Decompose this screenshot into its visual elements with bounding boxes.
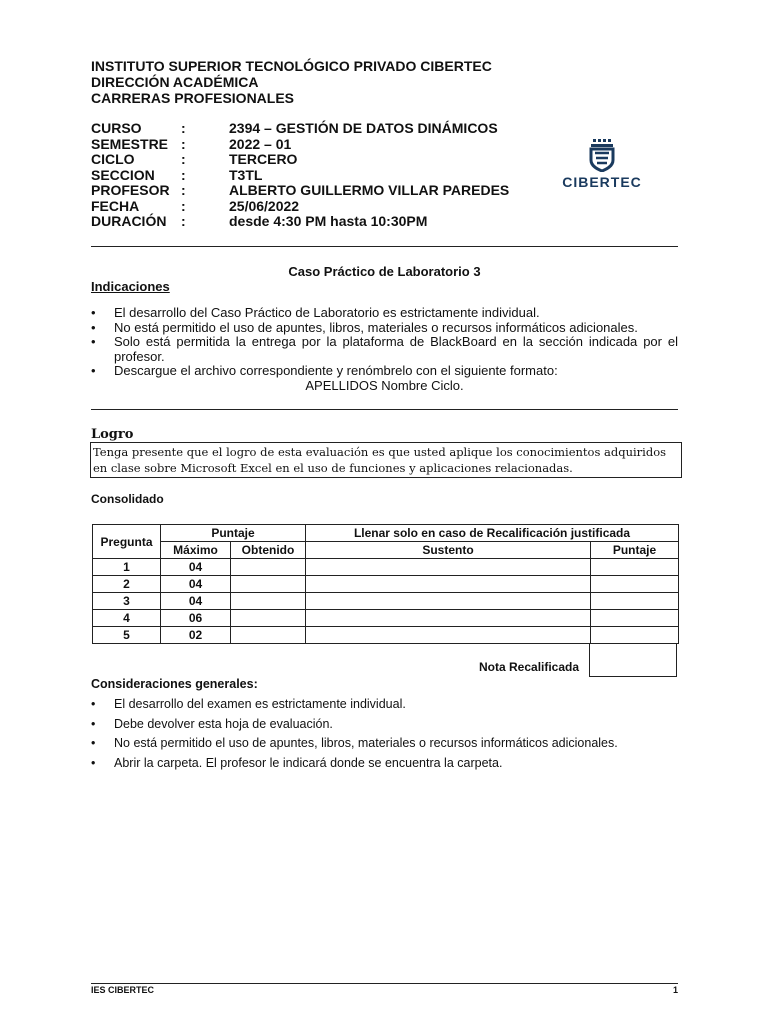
header-sustento: Sustento (306, 542, 591, 559)
obtenido-cell (231, 576, 306, 593)
meta-value: 2022 – 01 (229, 135, 292, 152)
meta-value: T3TL (229, 166, 263, 183)
consideraciones-list (91, 696, 618, 775)
pregunta-cell: 5 (93, 627, 161, 644)
pregunta-cell: 2 (93, 576, 161, 593)
meta-value: 2394 – GESTIÓN DE DATOS DINÁMICOS (229, 120, 498, 136)
logro-text: Tenga presente que el logro de esta evaluación es que usted aplique los conocimientos adquiridos en clase sobre Microsoft Excel en el uso de funciones y aplicaciones relacionadas. (90, 442, 682, 478)
filename-format: APELLIDOS Nombre Ciclo. (305, 377, 464, 393)
sustento-cell (306, 610, 591, 627)
table-header-row (93, 525, 679, 542)
meta-value: desde 4:30 PM hasta 10:30PM (229, 213, 428, 229)
table-row (93, 559, 679, 576)
meta-label: FECHA (91, 197, 140, 214)
meta-colon: : (181, 182, 186, 198)
meta-label: CURSO (91, 120, 142, 136)
meta-label: CICLO (91, 151, 135, 167)
maximo-cell: 02 (161, 627, 231, 644)
maximo-cell: 04 (161, 559, 231, 576)
puntaje-cell (591, 559, 679, 576)
cibertec-logo (562, 138, 642, 190)
list-item: • Abrir la carpeta. El profesor le indicará donde se encuentra la carpeta. (91, 755, 618, 775)
footer-divider (91, 983, 678, 984)
meta-colon: : (181, 166, 186, 183)
list-item: • No está permitido el uso de apuntes, libros, materiales o recursos informáticos adicionales. (91, 321, 678, 336)
nota-recalificada-label: Nota Recalificada (479, 660, 580, 674)
meta-colon: : (181, 213, 186, 229)
list-item: • El desarrollo del Caso Práctico de Laboratorio es estrictamente individual. (91, 306, 678, 321)
meta-colon: : (181, 135, 186, 152)
meta-colon: : (181, 151, 186, 167)
meta-value: TERCERO (229, 151, 298, 167)
maximo-cell: 04 (161, 593, 231, 610)
puntaje-cell (591, 610, 679, 627)
pregunta-cell: 4 (93, 610, 161, 627)
consolidado-heading: Consolidado (91, 492, 164, 506)
header-pregunta: Pregunta (93, 525, 161, 559)
obtenido-cell (231, 593, 306, 610)
sustento-cell (306, 593, 591, 610)
footer-label: IES CIBERTEC (91, 985, 155, 995)
list-item: • Debe devolver esta hoja de evaluación. (91, 716, 618, 736)
list-item: • El desarrollo del examen es estrictamente individual. (91, 696, 618, 716)
meta-colon: : (181, 197, 186, 214)
table-row (93, 593, 679, 610)
table-row (93, 576, 679, 593)
maximo-cell: 06 (161, 610, 231, 627)
sustento-cell (306, 559, 591, 576)
institute-name: INSTITUTO SUPERIOR TECNOLÓGICO PRIVADO CIBERTEC (91, 58, 492, 74)
pregunta-cell: 1 (93, 559, 161, 576)
nota-recalificada-box (589, 643, 677, 677)
list-item: • Descargue el archivo correspondiente y renómbrelo con el siguiente formato: (91, 364, 678, 379)
grades-table (92, 524, 679, 644)
table-row (93, 610, 679, 627)
sustento-cell (306, 627, 591, 644)
puntaje-cell (591, 576, 679, 593)
obtenido-cell (231, 559, 306, 576)
academic-direction: DIRECCIÓN ACADÉMICA (91, 74, 259, 90)
document-title: Caso Práctico de Laboratorio 3 (288, 264, 481, 279)
crest-icon (587, 138, 617, 172)
maximo-cell: 04 (161, 576, 231, 593)
pregunta-cell: 3 (93, 593, 161, 610)
institution-header (91, 58, 492, 106)
list-item: • No está permitido el uso de apuntes, libros, materiales o recursos informáticos adicionales. (91, 735, 618, 755)
careers-label: CARRERAS PROFESIONALES (91, 90, 295, 106)
logro-heading: Logro (91, 427, 134, 442)
list-item: • Solo está permitida la entrega por la plataforma de BlackBoard en la sección indicada por el profesor. (91, 335, 678, 364)
header-obtenido: Obtenido (231, 542, 306, 559)
table-subheader-row (93, 542, 679, 559)
puntaje-cell (591, 593, 679, 610)
meta-label: SEMESTRE (91, 135, 169, 152)
consideraciones-heading: Consideraciones generales: (91, 677, 258, 691)
indicaciones-heading: Indicaciones (91, 279, 170, 294)
meta-value: 25/06/2022 (229, 197, 300, 214)
header-puntaje: Puntaje (161, 525, 306, 542)
header-recalificacion: Llenar solo en caso de Recalificación justificada (306, 525, 679, 542)
meta-label: DURACIÓN (91, 213, 167, 229)
divider (91, 246, 678, 247)
page-number: 1 (672, 985, 678, 995)
obtenido-cell (231, 627, 306, 644)
puntaje-cell (591, 627, 679, 644)
meta-value: ALBERTO GUILLERMO VILLAR PAREDES (229, 182, 510, 198)
indicaciones-list (91, 306, 678, 393)
meta-label: SECCION (91, 166, 155, 183)
logo-text: CIBERTEC (562, 174, 642, 190)
header-maximo: Máximo (161, 542, 231, 559)
meta-label: PROFESOR (91, 182, 170, 198)
meta-colon: : (181, 120, 186, 136)
divider (91, 409, 678, 410)
header-puntaje-recalificado: Puntaje (591, 542, 679, 559)
obtenido-cell (231, 610, 306, 627)
sustento-cell (306, 576, 591, 593)
table-row (93, 627, 679, 644)
